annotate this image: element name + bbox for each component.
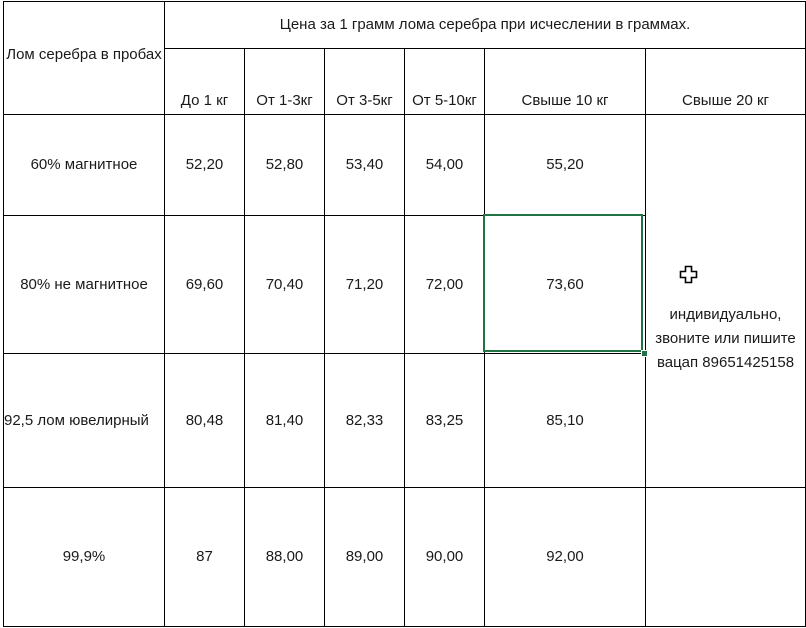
column-header-cell[interactable] <box>165 49 245 115</box>
column-header-label: От 5-10кг <box>412 92 477 109</box>
price-value: 52,20 <box>185 156 224 173</box>
row-label: 60% магнитное <box>30 156 138 173</box>
price-cell[interactable] <box>245 488 325 627</box>
column-header-cell[interactable] <box>405 49 485 115</box>
price-cell[interactable] <box>165 354 245 488</box>
price-cell[interactable] <box>325 354 405 488</box>
price-cell[interactable] <box>165 488 245 627</box>
price-value: 70,40 <box>265 275 304 293</box>
price-value: 83,25 <box>425 411 464 429</box>
corner-label: Лом серебра в пробах <box>6 46 162 63</box>
price-value: 52,80 <box>265 156 304 173</box>
price-value: 87 <box>196 548 213 565</box>
column-header-label: Свыше 20 кг <box>682 92 770 109</box>
price-cell[interactable] <box>325 488 405 627</box>
price-value: 85,10 <box>546 411 584 429</box>
price-cell[interactable] <box>165 115 245 216</box>
row-label: 80% не магнитное <box>20 275 148 293</box>
price-cell[interactable] <box>245 115 325 216</box>
price-cell[interactable] <box>485 354 646 488</box>
column-header-label: От 1-3кг <box>256 92 313 109</box>
price-value: 73,60 <box>546 275 584 293</box>
empty-cell[interactable] <box>646 488 806 627</box>
price-cell[interactable] <box>405 115 485 216</box>
price-cell[interactable] <box>165 216 245 354</box>
price-table <box>3 1 806 627</box>
cross-cursor-icon <box>679 265 698 284</box>
column-header-cell[interactable] <box>325 49 405 115</box>
column-header-label: Свыше 10 кг <box>521 92 609 109</box>
price-cell[interactable] <box>245 354 325 488</box>
price-value: 80,48 <box>185 411 224 429</box>
column-header-label: От 3-5кг <box>336 92 393 109</box>
column-header-label: До 1 кг <box>180 92 229 109</box>
price-cell[interactable] <box>405 488 485 627</box>
row-label-cell[interactable] <box>4 115 165 216</box>
column-header-cell[interactable] <box>485 49 646 115</box>
price-value: 55,20 <box>546 156 584 173</box>
table-row <box>4 115 806 216</box>
column-header-cell[interactable] <box>646 49 806 115</box>
price-value: 69,60 <box>185 275 224 293</box>
price-value: 88,00 <box>265 548 304 565</box>
price-value: 71,20 <box>345 275 384 293</box>
selected-price-cell[interactable] <box>485 216 646 354</box>
price-cell[interactable] <box>485 488 646 627</box>
note-cell[interactable] <box>646 115 806 488</box>
price-value: 54,00 <box>425 156 464 173</box>
price-cell[interactable] <box>405 354 485 488</box>
table-row <box>4 488 806 627</box>
price-cell[interactable] <box>485 115 646 216</box>
price-value: 82,33 <box>345 411 384 429</box>
price-value: 90,00 <box>425 548 464 565</box>
price-value: 92,00 <box>546 548 584 565</box>
corner-header-cell[interactable] <box>4 2 165 115</box>
price-value: 89,00 <box>345 548 384 565</box>
price-cell[interactable] <box>245 216 325 354</box>
price-cell[interactable] <box>325 115 405 216</box>
price-cell[interactable] <box>405 216 485 354</box>
price-value: 53,40 <box>345 156 384 173</box>
price-value: 81,40 <box>265 411 304 429</box>
group-header-cell[interactable] <box>165 2 806 49</box>
price-value: 72,00 <box>425 275 464 293</box>
row-label: 92,5 лом ювелирный <box>4 411 149 429</box>
row-label: 99,9% <box>62 548 106 565</box>
contact-note: индивидуально, звоните или пишите вацап 89651425158 <box>655 306 796 371</box>
column-header-cell[interactable] <box>245 49 325 115</box>
row-label-cell[interactable] <box>4 354 165 488</box>
row-label-cell[interactable] <box>4 488 165 627</box>
group-header: Цена за 1 грамм лома серебра при исчеслении в граммах. <box>279 16 691 33</box>
price-cell[interactable] <box>325 216 405 354</box>
row-label-cell[interactable] <box>4 216 165 354</box>
